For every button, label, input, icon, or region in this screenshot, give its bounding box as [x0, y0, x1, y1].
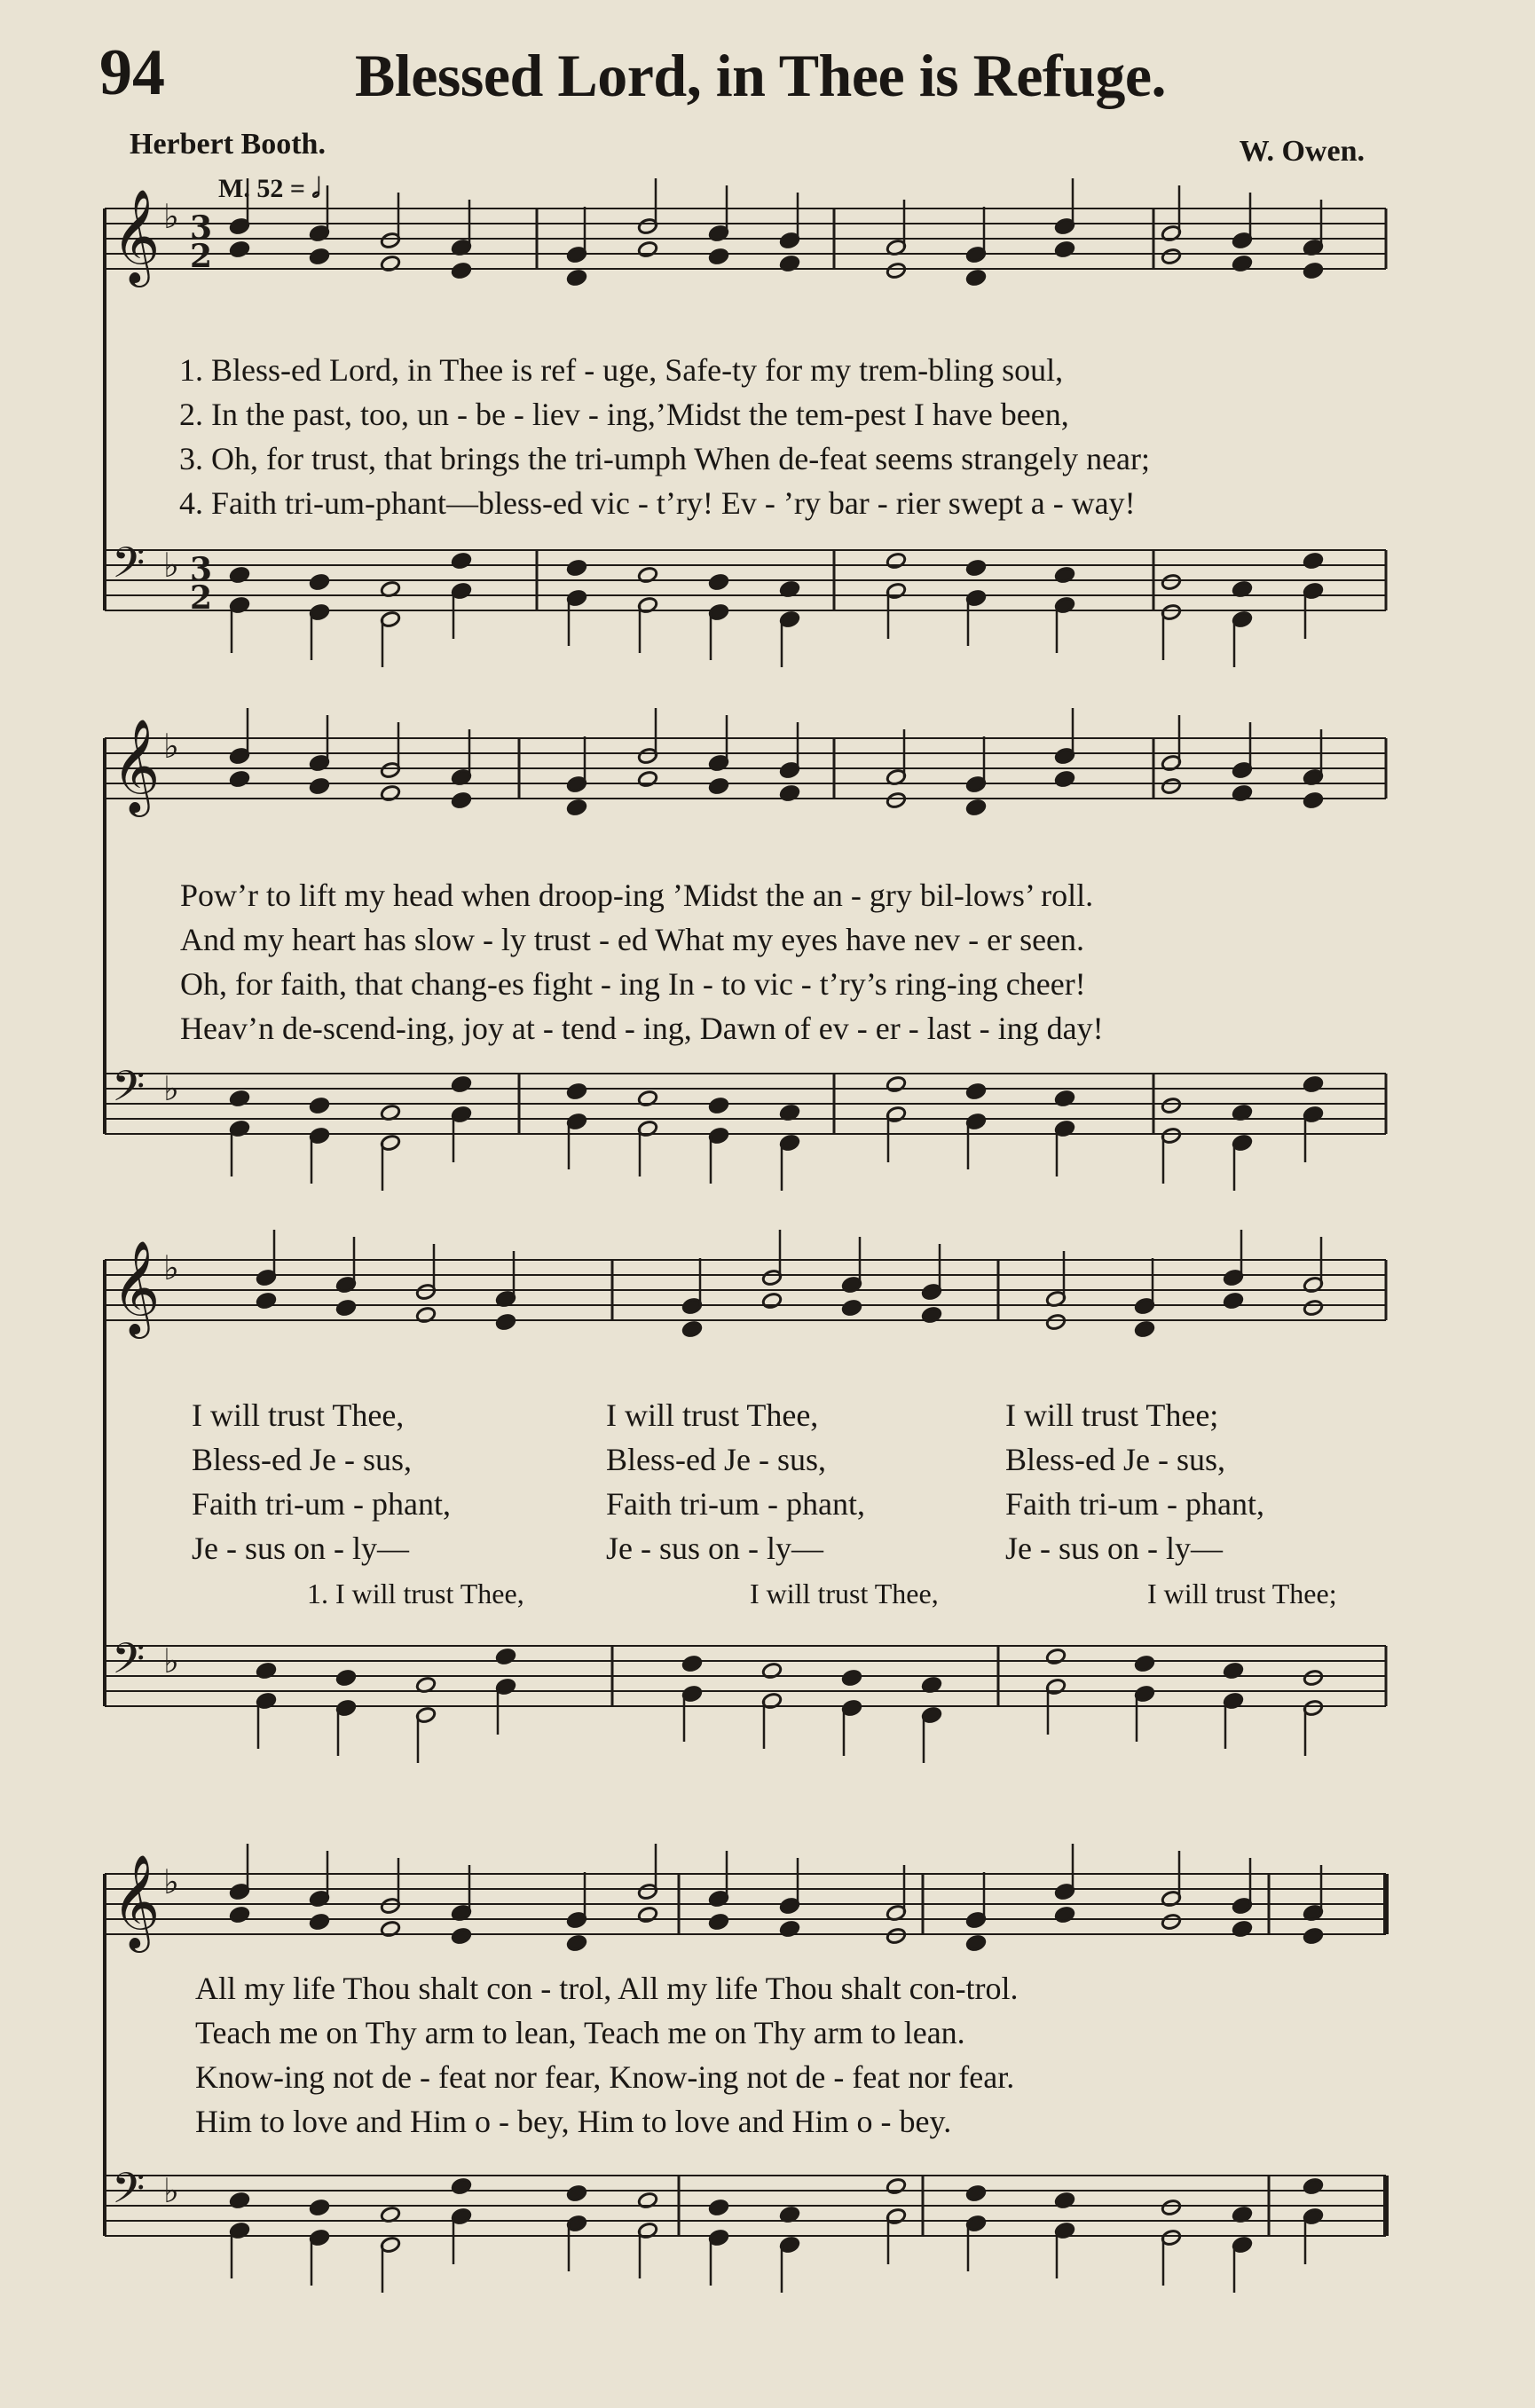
note-bass-3-1 [335, 1669, 357, 1687]
bass-clef-3: 𝄢 [112, 1633, 146, 1694]
note-bass-2-9 [965, 1082, 987, 1100]
composer-credit: W. Owen. [1239, 135, 1365, 168]
author-credit: Herbert Booth. [130, 128, 326, 161]
note-bass-2-1 [309, 1097, 330, 1114]
chorus-v3-seg-3: Faith tri-um - phant, [1005, 1486, 1264, 1522]
chorus-v1-seg-3: I will trust Thee; [1005, 1397, 1219, 1433]
verse-2-line-2: And my heart has slow - ly trust - ed What my eyes have nev - er seen. [180, 922, 1085, 957]
note-bass-3-3 [495, 1648, 516, 1665]
chorus-v1-seg-1: I will trust Thee, [192, 1397, 405, 1433]
note-bass-2-11 [1161, 1097, 1182, 1114]
verse-3-line-2: Oh, for faith, that chang-es fight - ing In - to vic - t’ry’s ring-ing cheer! [180, 966, 1086, 1002]
svg-text:3: 3 [190, 551, 213, 588]
note-bass-1-4 [566, 559, 587, 577]
chorus-v4-seg-1: Je - sus on - ly— [192, 1531, 409, 1566]
note-bass-1-3 [451, 552, 472, 570]
key-flat-treble-3: ♭ [163, 1248, 179, 1287]
note-bass-1-13 [1303, 552, 1324, 570]
key-flat-bass-4: ♭ [163, 2171, 179, 2210]
hymn-title: Blessed Lord, in Thee is Refuge. [355, 42, 1167, 109]
verse-1-line-1: 1. Bless-ed Lord, in Thee is ref - uge, Safe-ty for my trem-bling soul, [179, 352, 1064, 388]
metronome-mark: M. 52 = 𝅗𝅥 [218, 174, 320, 203]
chorus-end-v3: Know-ing not de - feat nor fear, Know-ing not de - feat nor fear. [195, 2059, 1015, 2095]
note-bass-1-11 [1161, 573, 1182, 591]
verse-2-line-1: 2. In the past, too, un - be - liev - ing,’Midst the tem-pest I have been, [179, 397, 1069, 432]
note-bass-3-11 [1303, 1669, 1324, 1687]
hymn-number: 94 [99, 36, 165, 109]
key-flat-bass-2: ♭ [163, 1069, 179, 1108]
verse-4-line-1: 4. Faith tri-um-phant—bless-ed vic - t’ry! Ev - ’ry bar - rier swept a - way! [179, 485, 1136, 521]
chorus-v2-seg-2: Bless-ed Je - sus, [606, 1442, 826, 1477]
chorus-end-v2: Teach me on Thy arm to lean, Teach me on Thy arm to lean. [195, 2015, 965, 2050]
note-bass-4-11 [1161, 2199, 1182, 2216]
note-bass-4-1 [309, 2199, 330, 2216]
chorus-v2-seg-3: Bless-ed Je - sus, [1005, 1442, 1225, 1477]
chorus-v4-seg-3: Je - sus on - ly— [1005, 1531, 1223, 1566]
note-bass-4-6 [708, 2199, 729, 2216]
bass-lyric-seg-3: I will trust Thee; [1147, 1578, 1337, 1609]
note-bass-4-13 [1303, 2177, 1324, 2195]
verse-1-line-2: Pow’r to lift my head when droop-ing ’Midst the an - gry bil-lows’ roll. [180, 877, 1094, 913]
treble-clef-3: 𝄞 [112, 1239, 161, 1334]
note-bass-2-3 [451, 1075, 472, 1093]
svg-text:2: 2 [190, 579, 213, 617]
key-flat-treble-1: ♭ [163, 197, 179, 236]
note-bass-4-4 [566, 2184, 587, 2202]
note-bass-3-9 [1134, 1655, 1155, 1672]
time-sig-top: 3 [190, 209, 213, 247]
bass-clef-2: 𝄢 [112, 1061, 146, 1121]
note-bass-4-9 [965, 2184, 987, 2202]
note-bass-1-6 [708, 573, 729, 591]
note-bass-4-8 [886, 2177, 907, 2195]
note-bass-3-6 [841, 1669, 862, 1687]
note-bass-2-8 [886, 1075, 907, 1093]
verse-4-line-2: Heav’n de-scend-ing, joy at - tend - ing, Dawn of ev - er - last - ing day! [180, 1011, 1104, 1046]
time-sig-bottom: 2 [190, 238, 213, 275]
key-flat-treble-2: ♭ [163, 727, 179, 766]
key-flat-bass-1: ♭ [163, 546, 179, 585]
note-bass-1-9 [965, 559, 987, 577]
treble-clef-4: 𝄞 [112, 1853, 161, 1948]
treble-clef-2: 𝄞 [112, 718, 161, 813]
bass-lyric-seg-2: I will trust Thee, [750, 1578, 939, 1609]
note-bass-4-3 [451, 2177, 472, 2195]
note-bass-1-1 [309, 573, 330, 591]
note-bass-3-8 [1045, 1648, 1067, 1665]
chorus-v1-seg-2: I will trust Thee, [606, 1397, 819, 1433]
note-bass-3-4 [681, 1655, 703, 1672]
chorus-v2-seg-1: Bless-ed Je - sus, [192, 1442, 412, 1477]
chorus-end-v4: Him to love and Him o - bey, Him to love and Him o - bey. [195, 2104, 952, 2139]
bass-lyric-seg-1: 1. I will trust Thee, [307, 1578, 524, 1609]
note-bass-2-13 [1303, 1075, 1324, 1093]
note-bass-2-4 [566, 1082, 587, 1100]
verse-3-line-1: 3. Oh, for trust, that brings the tri-umph When de-feat seems strangely near; [179, 441, 1151, 476]
bass-clef-4: 𝄢 [112, 2163, 146, 2223]
chorus-v3-seg-2: Faith tri-um - phant, [606, 1486, 865, 1522]
chorus-v4-seg-2: Je - sus on - ly— [606, 1531, 823, 1566]
note-bass-1-8 [886, 552, 907, 570]
key-flat-bass-3: ♭ [163, 1641, 179, 1680]
key-flat-treble-4: ♭ [163, 1862, 179, 1901]
chorus-end-v1: All my life Thou shalt con - trol, All my life Thou shalt con-trol. [195, 1971, 1019, 2006]
chorus-v3-seg-1: Faith tri-um - phant, [192, 1486, 451, 1522]
note-bass-2-6 [708, 1097, 729, 1114]
treble-clef-1: 𝄞 [112, 188, 161, 283]
bass-clef-1: 𝄢 [112, 538, 146, 598]
